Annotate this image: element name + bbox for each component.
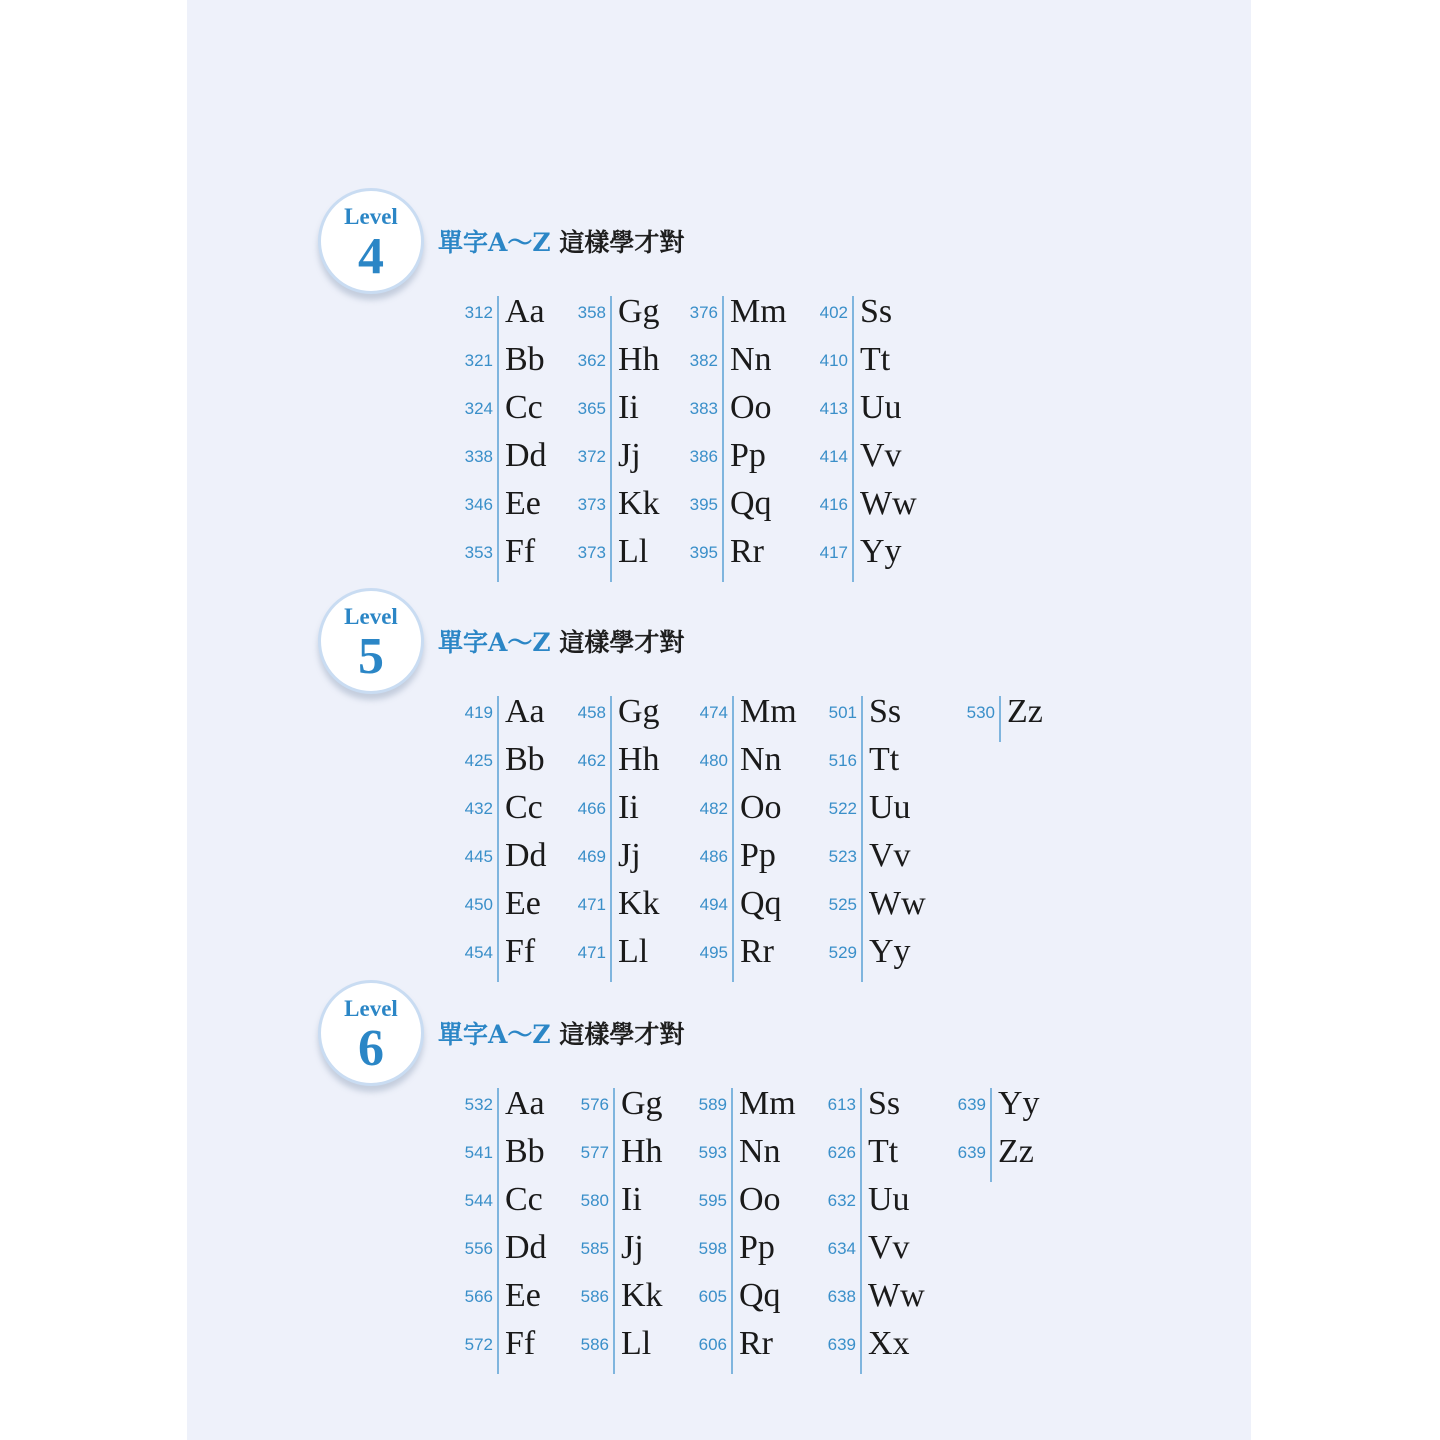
page-number: 613 bbox=[827, 1095, 856, 1114]
letter-pair: Mm bbox=[739, 1085, 796, 1122]
letter-pair: Ss bbox=[869, 693, 902, 730]
page-number: 501 bbox=[828, 703, 857, 722]
page-number: 486 bbox=[699, 847, 728, 866]
page-number: 595 bbox=[698, 1191, 727, 1210]
page-number: 541 bbox=[464, 1143, 493, 1162]
letter-pair: Tt bbox=[868, 1133, 899, 1170]
letter-pair: Jj bbox=[618, 837, 641, 874]
page-number: 530 bbox=[966, 703, 995, 722]
letter-pair: Hh bbox=[621, 1133, 663, 1170]
level-badge bbox=[318, 588, 424, 694]
letter-pair: Qq bbox=[740, 885, 782, 922]
section-title-text: 這樣學才對 bbox=[550, 228, 685, 257]
page-number: 471 bbox=[577, 895, 606, 914]
column-divider bbox=[497, 1088, 499, 1374]
page-number: 482 bbox=[699, 799, 728, 818]
letter-pair: Gg bbox=[621, 1085, 663, 1122]
letter-pair: Jj bbox=[618, 437, 641, 474]
level-section bbox=[0, 188, 1440, 588]
letter-pair: Vv bbox=[860, 437, 902, 474]
page-number: 382 bbox=[689, 351, 718, 370]
letter-pair: Oo bbox=[739, 1181, 781, 1218]
column-divider bbox=[990, 1088, 992, 1182]
page-number: 585 bbox=[580, 1239, 609, 1258]
page-number: 419 bbox=[464, 703, 493, 722]
letter-pair: Vv bbox=[869, 837, 911, 874]
section-title-text: 這樣學才對 bbox=[550, 628, 685, 657]
letter-pair: Uu bbox=[869, 789, 911, 826]
page-number: 471 bbox=[577, 943, 606, 962]
letter-pair: Ff bbox=[505, 533, 536, 570]
letter-pair: Bb bbox=[505, 1133, 545, 1170]
letter-pair: Ll bbox=[618, 533, 649, 570]
page-number: 454 bbox=[464, 943, 493, 962]
page-number: 586 bbox=[580, 1287, 609, 1306]
letter-pair: Hh bbox=[618, 341, 660, 378]
letter-pair: Qq bbox=[730, 485, 772, 522]
page-number: 386 bbox=[689, 447, 718, 466]
page-number: 634 bbox=[827, 1239, 856, 1258]
letter-pair: Ff bbox=[505, 933, 536, 970]
letter-pair: Hh bbox=[618, 741, 660, 778]
letter-pair: Uu bbox=[860, 389, 902, 426]
page-number: 525 bbox=[828, 895, 857, 914]
letter-pair: Ii bbox=[621, 1181, 642, 1218]
level-badge-number: 5 bbox=[358, 628, 384, 685]
section-title-highlight: 單字A～Z bbox=[438, 628, 551, 657]
page-number: 402 bbox=[819, 303, 848, 322]
column-divider bbox=[610, 696, 612, 982]
page-number: 469 bbox=[577, 847, 606, 866]
letter-pair: Cc bbox=[505, 389, 543, 426]
letter-pair: Dd bbox=[505, 437, 547, 474]
letter-pair: Ll bbox=[618, 933, 649, 970]
page-number: 417 bbox=[819, 543, 848, 562]
letter-pair: Ww bbox=[868, 1277, 925, 1314]
column-divider bbox=[860, 1088, 862, 1374]
page-number: 606 bbox=[698, 1335, 727, 1354]
letter-pair: Gg bbox=[618, 693, 660, 730]
page-number: 414 bbox=[819, 447, 848, 466]
letter-pair: Ff bbox=[505, 1325, 536, 1362]
letter-pair: Oo bbox=[740, 789, 782, 826]
page-number: 445 bbox=[464, 847, 493, 866]
page-number: 495 bbox=[699, 943, 728, 962]
level-badge-label: Level bbox=[344, 204, 398, 229]
page-number: 576 bbox=[580, 1095, 609, 1114]
letter-pair: Zz bbox=[1007, 693, 1043, 730]
page-number: 593 bbox=[698, 1143, 727, 1162]
letter-pair: Mm bbox=[740, 693, 797, 730]
letter-pair: Bb bbox=[505, 341, 545, 378]
page-number: 413 bbox=[819, 399, 848, 418]
page-number: 632 bbox=[827, 1191, 856, 1210]
page-number: 458 bbox=[577, 703, 606, 722]
page-number: 494 bbox=[699, 895, 728, 914]
letter-pair: Ww bbox=[860, 485, 917, 522]
level-badge bbox=[318, 980, 424, 1086]
letter-pair: Dd bbox=[505, 837, 547, 874]
page-number: 566 bbox=[464, 1287, 493, 1306]
page-number: 395 bbox=[689, 543, 718, 562]
letter-pair: Tt bbox=[869, 741, 900, 778]
letter-pair: Uu bbox=[868, 1181, 910, 1218]
page-number: 324 bbox=[464, 399, 493, 418]
letter-pair: Dd bbox=[505, 1229, 547, 1266]
letter-pair: Ee bbox=[505, 485, 541, 522]
page-number: 589 bbox=[698, 1095, 727, 1114]
page-number: 410 bbox=[819, 351, 848, 370]
letter-pair: Ll bbox=[621, 1325, 652, 1362]
column-divider bbox=[610, 296, 612, 582]
column-divider bbox=[732, 696, 734, 982]
column-divider bbox=[497, 296, 499, 582]
level-section bbox=[0, 980, 1440, 1380]
letter-pair: Rr bbox=[739, 1325, 773, 1362]
column-divider bbox=[722, 296, 724, 582]
page-number: 373 bbox=[577, 543, 606, 562]
page-number: 580 bbox=[580, 1191, 609, 1210]
page-number: 395 bbox=[689, 495, 718, 514]
page-number: 425 bbox=[464, 751, 493, 770]
section-title bbox=[438, 1022, 684, 1047]
page-number: 312 bbox=[464, 303, 493, 322]
letter-pair: Aa bbox=[505, 1085, 545, 1122]
level-section bbox=[0, 588, 1440, 988]
section-title-text: 這樣學才對 bbox=[550, 1020, 685, 1049]
letter-pair: Ee bbox=[505, 1277, 541, 1314]
page-number: 480 bbox=[699, 751, 728, 770]
letter-pair: Oo bbox=[730, 389, 772, 426]
letter-pair: Ii bbox=[618, 389, 639, 426]
column-divider bbox=[861, 696, 863, 982]
letter-pair: Pp bbox=[730, 437, 766, 474]
letter-pair: Cc bbox=[505, 1181, 543, 1218]
letter-pair: Kk bbox=[621, 1277, 663, 1314]
letter-pair: Yy bbox=[998, 1085, 1040, 1122]
page-number: 373 bbox=[577, 495, 606, 514]
page-number: 638 bbox=[827, 1287, 856, 1306]
page-number: 572 bbox=[464, 1335, 493, 1354]
level-badge bbox=[318, 188, 424, 294]
letter-pair: Ww bbox=[869, 885, 926, 922]
page-number: 450 bbox=[464, 895, 493, 914]
page-number: 416 bbox=[819, 495, 848, 514]
letter-pair: Bb bbox=[505, 741, 545, 778]
letter-pair: Vv bbox=[868, 1229, 910, 1266]
page-number: 529 bbox=[828, 943, 857, 962]
letter-pair: Nn bbox=[740, 741, 782, 778]
letter-pair: Jj bbox=[621, 1229, 644, 1266]
page-number: 376 bbox=[689, 303, 718, 322]
letter-pair: Ee bbox=[505, 885, 541, 922]
letter-pair: Aa bbox=[505, 293, 545, 330]
letter-pair: Xx bbox=[868, 1325, 910, 1362]
page-number: 523 bbox=[828, 847, 857, 866]
page-number: 598 bbox=[698, 1239, 727, 1258]
level-badge-number: 6 bbox=[358, 1020, 384, 1077]
letter-pair: Nn bbox=[730, 341, 772, 378]
letter-pair: Mm bbox=[730, 293, 787, 330]
level-badge-number: 4 bbox=[358, 228, 384, 285]
level-badge-label: Level bbox=[344, 604, 398, 629]
page-number: 365 bbox=[577, 399, 606, 418]
page-number: 522 bbox=[828, 799, 857, 818]
column-divider bbox=[852, 296, 854, 582]
column-divider bbox=[497, 696, 499, 982]
page-number: 639 bbox=[957, 1143, 986, 1162]
letter-pair: Tt bbox=[860, 341, 891, 378]
letter-pair: Yy bbox=[860, 533, 902, 570]
section-title bbox=[438, 230, 684, 255]
column-divider bbox=[999, 696, 1001, 742]
letter-pair: Cc bbox=[505, 789, 543, 826]
letter-pair: Kk bbox=[618, 485, 660, 522]
page-number: 639 bbox=[827, 1335, 856, 1354]
section-title-highlight: 單字A～Z bbox=[438, 228, 551, 257]
page-number: 605 bbox=[698, 1287, 727, 1306]
section-title bbox=[438, 630, 684, 655]
page-number: 358 bbox=[577, 303, 606, 322]
page-number: 532 bbox=[464, 1095, 493, 1114]
page-number: 639 bbox=[957, 1095, 986, 1114]
page-number: 474 bbox=[699, 703, 728, 722]
column-divider bbox=[731, 1088, 733, 1374]
letter-pair: Rr bbox=[740, 933, 774, 970]
page-number: 462 bbox=[577, 751, 606, 770]
letter-pair: Pp bbox=[740, 837, 776, 874]
page-number: 577 bbox=[580, 1143, 609, 1162]
level-badge-label: Level bbox=[344, 996, 398, 1021]
letter-pair: Gg bbox=[618, 293, 660, 330]
page-number: 516 bbox=[828, 751, 857, 770]
page-number: 362 bbox=[577, 351, 606, 370]
letter-pair: Qq bbox=[739, 1277, 781, 1314]
letter-pair: Nn bbox=[739, 1133, 781, 1170]
letter-pair: Yy bbox=[869, 933, 911, 970]
page-number: 626 bbox=[827, 1143, 856, 1162]
page-number: 466 bbox=[577, 799, 606, 818]
letter-pair: Ss bbox=[868, 1085, 901, 1122]
page-number: 432 bbox=[464, 799, 493, 818]
letter-pair: Kk bbox=[618, 885, 660, 922]
letter-pair: Ii bbox=[618, 789, 639, 826]
column-divider bbox=[613, 1088, 615, 1374]
letter-pair: Zz bbox=[998, 1133, 1034, 1170]
page-number: 346 bbox=[464, 495, 493, 514]
page-number: 372 bbox=[577, 447, 606, 466]
letter-pair: Aa bbox=[505, 693, 545, 730]
page-number: 544 bbox=[464, 1191, 493, 1210]
page-number: 586 bbox=[580, 1335, 609, 1354]
page-number: 556 bbox=[464, 1239, 493, 1258]
section-title-highlight: 單字A～Z bbox=[438, 1020, 551, 1049]
page-number: 338 bbox=[464, 447, 493, 466]
page-number: 383 bbox=[689, 399, 718, 418]
letter-pair: Pp bbox=[739, 1229, 775, 1266]
letter-pair: Ss bbox=[860, 293, 893, 330]
letter-pair: Rr bbox=[730, 533, 764, 570]
page-number: 321 bbox=[464, 351, 493, 370]
page-number: 353 bbox=[464, 543, 493, 562]
